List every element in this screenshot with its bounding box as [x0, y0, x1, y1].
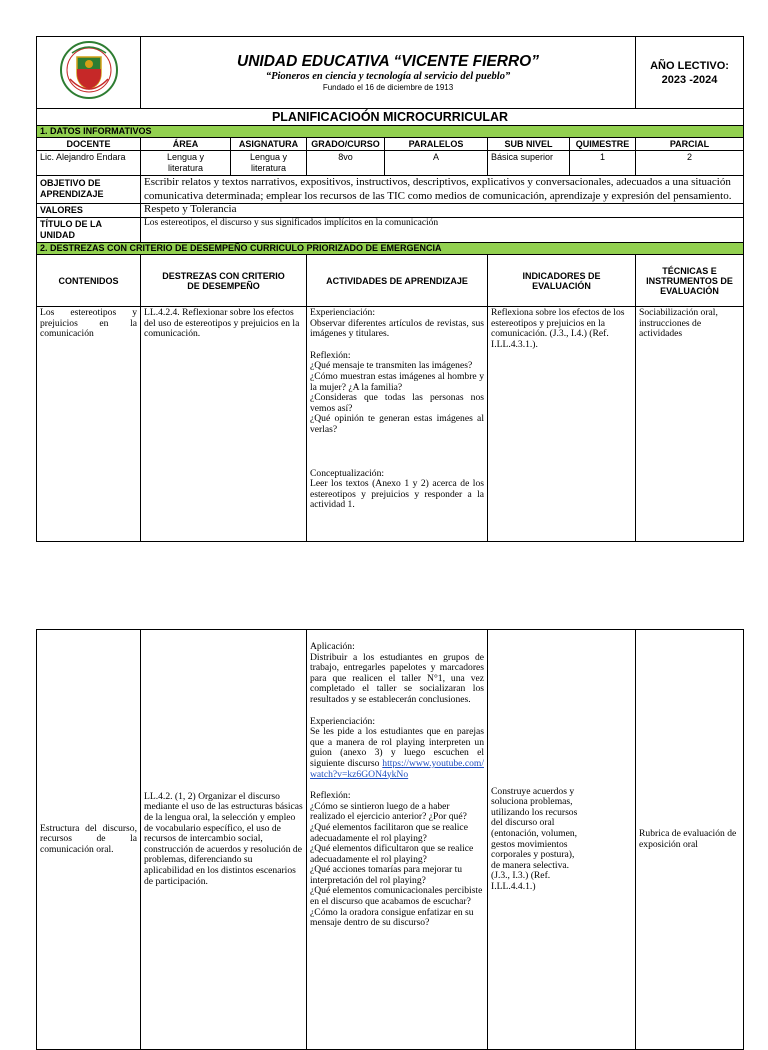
- col-parcial: PARCIAL: [636, 138, 744, 151]
- planning-table-page2: [36, 629, 744, 1050]
- row1-con-text: Leer los textos (Anexo 1 y 2) acerca de los estereotipos y prejuicios y responder a la actividad 1.: [310, 478, 484, 511]
- row2-actividades: [307, 630, 488, 1050]
- row2-ref-label: Reflexión:: [310, 790, 351, 802]
- row1-exp-text: Observar diferentes artículos de revistas, sus imágenes y titulares.: [310, 317, 484, 340]
- school-year-value: 2023 -2024: [661, 73, 718, 86]
- section2-heading: 2. DESTREZAS CON CRITERIO DE DESEMPEÑO CURRICULO PRIORIZADO DE EMERGENCIA: [37, 243, 744, 255]
- titulo-label: TÍTULO DE LA UNIDAD: [37, 218, 141, 243]
- row2-exp-text: Se les pide a los estudiantes que en parejas que a manera de rol playing interpreten un guion (anexo 3) y luego escuchen el siguiente discurso: [310, 726, 485, 769]
- objetivo-text: Escribir relatos y textos narrativos, expositivos, instructivos, descriptivos, explicativos y conversacionales, adecuados a una situación comunicativa determinada; emplear los recursos de las TIC como medios de comunicación, aprendizaje y expresión del pensamiento.: [141, 176, 744, 204]
- value-parcial: 2: [636, 151, 744, 176]
- row2-indicador: Construye acuerdos y soluciona problemas, utilizando los recursos del discurso oral (entonación, volumen, gestos movimientos corporales y postura), de manera selectiva. (J.3., I.3.) (Ref. I.LL.4.4.1.): [488, 630, 636, 1050]
- col-asignatura: ASIGNATURA: [231, 138, 307, 151]
- section1-heading: 1. DATOS INFORMATIVOS: [37, 126, 744, 138]
- row1-ref-q2: ¿Cómo muestran estas imágenes al hombre y la mujer? ¿A la familia?: [310, 370, 484, 393]
- row1-actividades: [307, 307, 488, 542]
- value-grado: 8vo: [307, 151, 385, 176]
- row1-tecnica: Sociabilización oral, instrucciones de actividades: [636, 307, 744, 542]
- row1-ref-q4: ¿Qué opinión te generan estas imágenes al verlas?: [310, 413, 484, 435]
- value-docente: Lic. Alejandro Endara: [37, 151, 141, 176]
- row2-contenido: Estructura del discurso, recursos de la comunicación oral.: [37, 630, 141, 1050]
- col-tecnicas: TÉCNICAS E INSTRUMENTOS DE EVALUACIÓN: [636, 255, 744, 307]
- founded-date: Fundado el 16 de diciembre de 1913: [322, 82, 454, 92]
- value-paralelos: A: [385, 151, 488, 176]
- objetivo-label: OBJETIVO DE APRENDIZAJE: [37, 176, 141, 204]
- row2-apl-text: Distribuir a los estudiantes en grupos de trabajo, entregarles papelotes y marcadores para que realicen el taller N°1, una vez completado el taller se socializaran los resultados y se establecerán conclusiones.: [310, 651, 485, 705]
- logo-cell: [37, 37, 141, 109]
- row2-ref-q4: ¿Qué acciones tomarías para mejorar tu interpretación del rol playing?: [310, 864, 463, 886]
- document-title: PLANIFICACIOÓN MICROCURRICULAR: [37, 109, 744, 126]
- row2-exp-label: Experienciación:: [310, 715, 375, 727]
- row1-indicador: Reflexiona sobre los efectos de los estereotipos y prejuicios en la comunicación. (J.3., I.4.) (Ref. I.LL.4.3.1.).: [488, 307, 636, 542]
- row2-ref-q5: ¿Qué elementos comunicacionales percibiste en el discurso que acabamos de escuchar?: [310, 885, 483, 908]
- col-contenidos: CONTENIDOS: [37, 255, 141, 307]
- row2-ref-q3: ¿Qué elementos dificultaron que se realice adecuadamente el rol playing?: [310, 843, 474, 865]
- school-crest-icon: [58, 39, 120, 101]
- school-motto: “Pioneros en ciencia y tecnología al servicio del pueblo”: [265, 70, 511, 82]
- col-subnivel: SUB NIVEL: [488, 138, 570, 151]
- col-grado: GRADO/CURSO: [307, 138, 385, 151]
- row1-exp-label: Experienciación:: [310, 307, 375, 318]
- valores-text: Respeto y Tolerancia: [141, 204, 744, 218]
- row2-tecnica: Rubrica de evaluación de exposición oral: [636, 630, 744, 1050]
- row1-contenido: Los estereotipos y prejuicios en la comunicación: [37, 307, 141, 542]
- col-paralelos: PARALELOS: [385, 138, 488, 151]
- value-area: Lengua y literatura: [141, 151, 231, 176]
- value-quimestre: 1: [570, 151, 636, 176]
- col-docente: DOCENTE: [37, 138, 141, 151]
- row2-apl-label: Aplicación:: [310, 641, 355, 652]
- col-area: ÁREA: [141, 138, 231, 151]
- value-subnivel: Básica superior: [488, 151, 570, 176]
- valores-label: VALORES: [37, 204, 141, 218]
- col-actividades: ACTIVIDADES DE APRENDIZAJE: [307, 255, 488, 307]
- row1-ref-q3: ¿Consideras que todas las personas nos vemos así?: [310, 392, 484, 414]
- row1-con-label: Conceptualización:: [310, 467, 385, 479]
- planning-table-page1: [36, 36, 744, 542]
- titulo-text: Los estereotipos, el discurso y sus significados implícitos en la comunicación: [141, 218, 744, 243]
- col-indicadores: INDICADORES DE EVALUACIÓN: [488, 255, 636, 307]
- row1-ref-q1: ¿Qué mensaje te transmiten las imágenes?: [310, 360, 473, 372]
- row2-ref-q6: ¿Cómo la oradora consigue enfatizar en su mensaje dentro de su discurso?: [310, 906, 474, 929]
- school-name: UNIDAD EDUCATIVA “VICENTE FIERRO”: [237, 52, 539, 70]
- row2-ref-q2: ¿Qué elementos facilitaron que se realice adecuadamente el rol playing?: [310, 821, 468, 844]
- col-destrezas: DESTREZAS CON CRITERIO DE DESEMPEÑO: [141, 255, 307, 307]
- col-quimestre: QUIMESTRE: [570, 138, 636, 151]
- row2-destreza: LL.4.2. (1, 2) Organizar el discurso mediante el uso de las estructuras básicas de la lengua oral, la selección y empleo de vocabulario específico, el uso de recursos de intercambio social, construcción de acuerdos y resolución de problemas, diferenciando su aplicabilidad en los distintos escenarios de participación.: [141, 630, 307, 1050]
- discurso-video-link[interactable]: https://www.youtube.com/watch?v=kz6GON4ykNo: [310, 757, 485, 780]
- value-asignatura: Lengua y literatura: [231, 151, 307, 176]
- row1-destreza: LL.4.2.4. Reflexionar sobre los efectos del uso de estereotipos y prejuicios en la comunicación.: [141, 307, 307, 542]
- row2-ref-q1: ¿Cómo se sintieron luego de a haber realizado el ejercicio anterior? ¿Por qué?: [310, 800, 467, 823]
- row1-ref-label: Reflexión:: [310, 349, 351, 361]
- school-year-label: AÑO LECTIVO:: [650, 59, 729, 72]
